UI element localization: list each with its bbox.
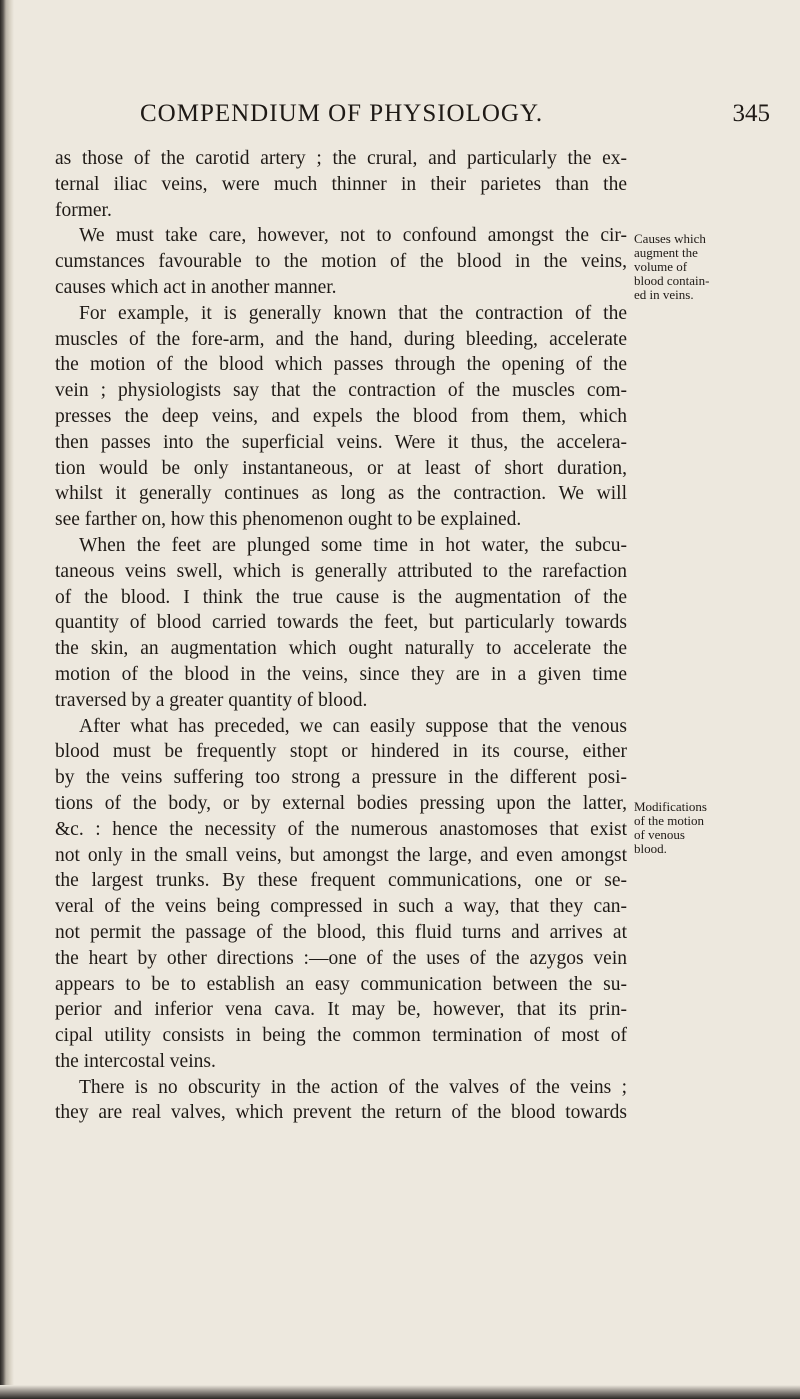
text-line: whilst it generally continues as long as the contraction. We will [55, 483, 627, 505]
text-line: by the veins suffering too strong a pressure in the different posi- [55, 767, 627, 789]
margin-note-augment-volume [634, 232, 794, 302]
text-line: the largest trunks. By these frequent communications, one or se- [55, 870, 627, 892]
margin-note-line: augment the [634, 245, 698, 260]
text-line: tion would be only instantaneous, or at least of short duration, [55, 457, 627, 479]
text-line: tions of the body, or by external bodies pressing upon the latter, [55, 792, 627, 814]
text-line: the intercostal veins. [55, 1050, 216, 1072]
text-line: cumstances favourable to the motion of the blood in the veins, [55, 251, 627, 273]
text-line: After what has preceded, we can easily suppose that the venous [79, 715, 627, 737]
text-line: cipal utility consists in being the common termination of most of [55, 1025, 627, 1047]
text-line: the skin, an augmentation which ought naturally to accelerate the [55, 638, 627, 660]
text-line: the motion of the blood which passes through the opening of the [55, 354, 627, 376]
body-text [55, 146, 627, 1126]
text-line: of the blood. I think the true cause is the augmentation of the [55, 586, 627, 608]
text-line: veral of the veins being compressed in such a way, that they can- [55, 896, 627, 918]
text-line: not permit the passage of the blood, this fluid turns and arrives at [55, 921, 627, 943]
text-line: perior and inferior vena cava. It may be, however, that its prin- [55, 999, 627, 1021]
page-number: 345 [732, 100, 770, 127]
text-line: appears to be to establish an easy communication between the su- [55, 973, 627, 995]
margin-note-line: blood. [634, 841, 667, 856]
text-line: former. [55, 199, 112, 221]
margin-note-line: ed in veins. [634, 287, 694, 302]
text-line: motion of the blood in the veins, since they are in a given time [55, 663, 627, 685]
margin-note-line: Modifications [634, 799, 707, 814]
text-line: taneous veins swell, which is generally attributed to the rarefaction [55, 560, 627, 582]
text-line: &c. : hence the necessity of the numerous anastomoses that exist [55, 818, 627, 840]
margin-note-line: Causes which [634, 231, 706, 246]
text-line: blood must be frequently stopt or hindered in its course, either [55, 741, 627, 763]
margin-note-line: of the motion [634, 813, 705, 828]
text-line: presses the deep veins, and expels the blood from them, which [55, 405, 627, 427]
margin-note-modifications [634, 800, 794, 856]
text-line: We must take care, however, not to confound amongst the cir- [79, 225, 627, 247]
text-line: ternal iliac veins, were much thinner in their parietes than the [55, 173, 627, 195]
page-header [140, 100, 770, 140]
text-line: see farther on, how this phenomenon ought to be explained. [55, 509, 522, 531]
text-line: as those of the carotid artery ; the crural, and particularly the ex- [55, 148, 627, 169]
text-line: For example, it is generally known that the contraction of the [79, 302, 627, 324]
text-line: vein ; physiologists say that the contraction of the muscles com- [55, 380, 627, 402]
running-title: COMPENDIUM OF PHYSIOLOGY. [140, 100, 544, 127]
text-line: quantity of blood carried towards the feet, but particularly towards [55, 612, 627, 634]
text-line: not only in the small veins, but amongst the large, and even amongst [55, 844, 627, 866]
text-line: they are real valves, which prevent the return of the blood towards [55, 1102, 627, 1124]
text-line: causes which act in another manner. [55, 276, 337, 298]
text-line: muscles of the fore-arm, and the hand, during bleeding, accelerate [55, 328, 627, 350]
text-line: the heart by other directions :—one of the uses of the azygos vein [55, 947, 627, 969]
margin-note-line: blood contain- [634, 273, 710, 288]
text-line: then passes into the superficial veins. Were it thus, the accelera- [55, 431, 627, 453]
page-bottom-edge [0, 1385, 800, 1399]
book-spine-edge [0, 0, 14, 1399]
text-line: There is no obscurity in the action of the valves of the veins ; [79, 1076, 627, 1098]
margin-note-line: of venous [634, 827, 685, 842]
text-line: When the feet are plunged some time in hot water, the subcu- [79, 534, 627, 556]
text-line: traversed by a greater quantity of blood. [55, 689, 368, 711]
margin-note-line: volume of [634, 259, 688, 274]
